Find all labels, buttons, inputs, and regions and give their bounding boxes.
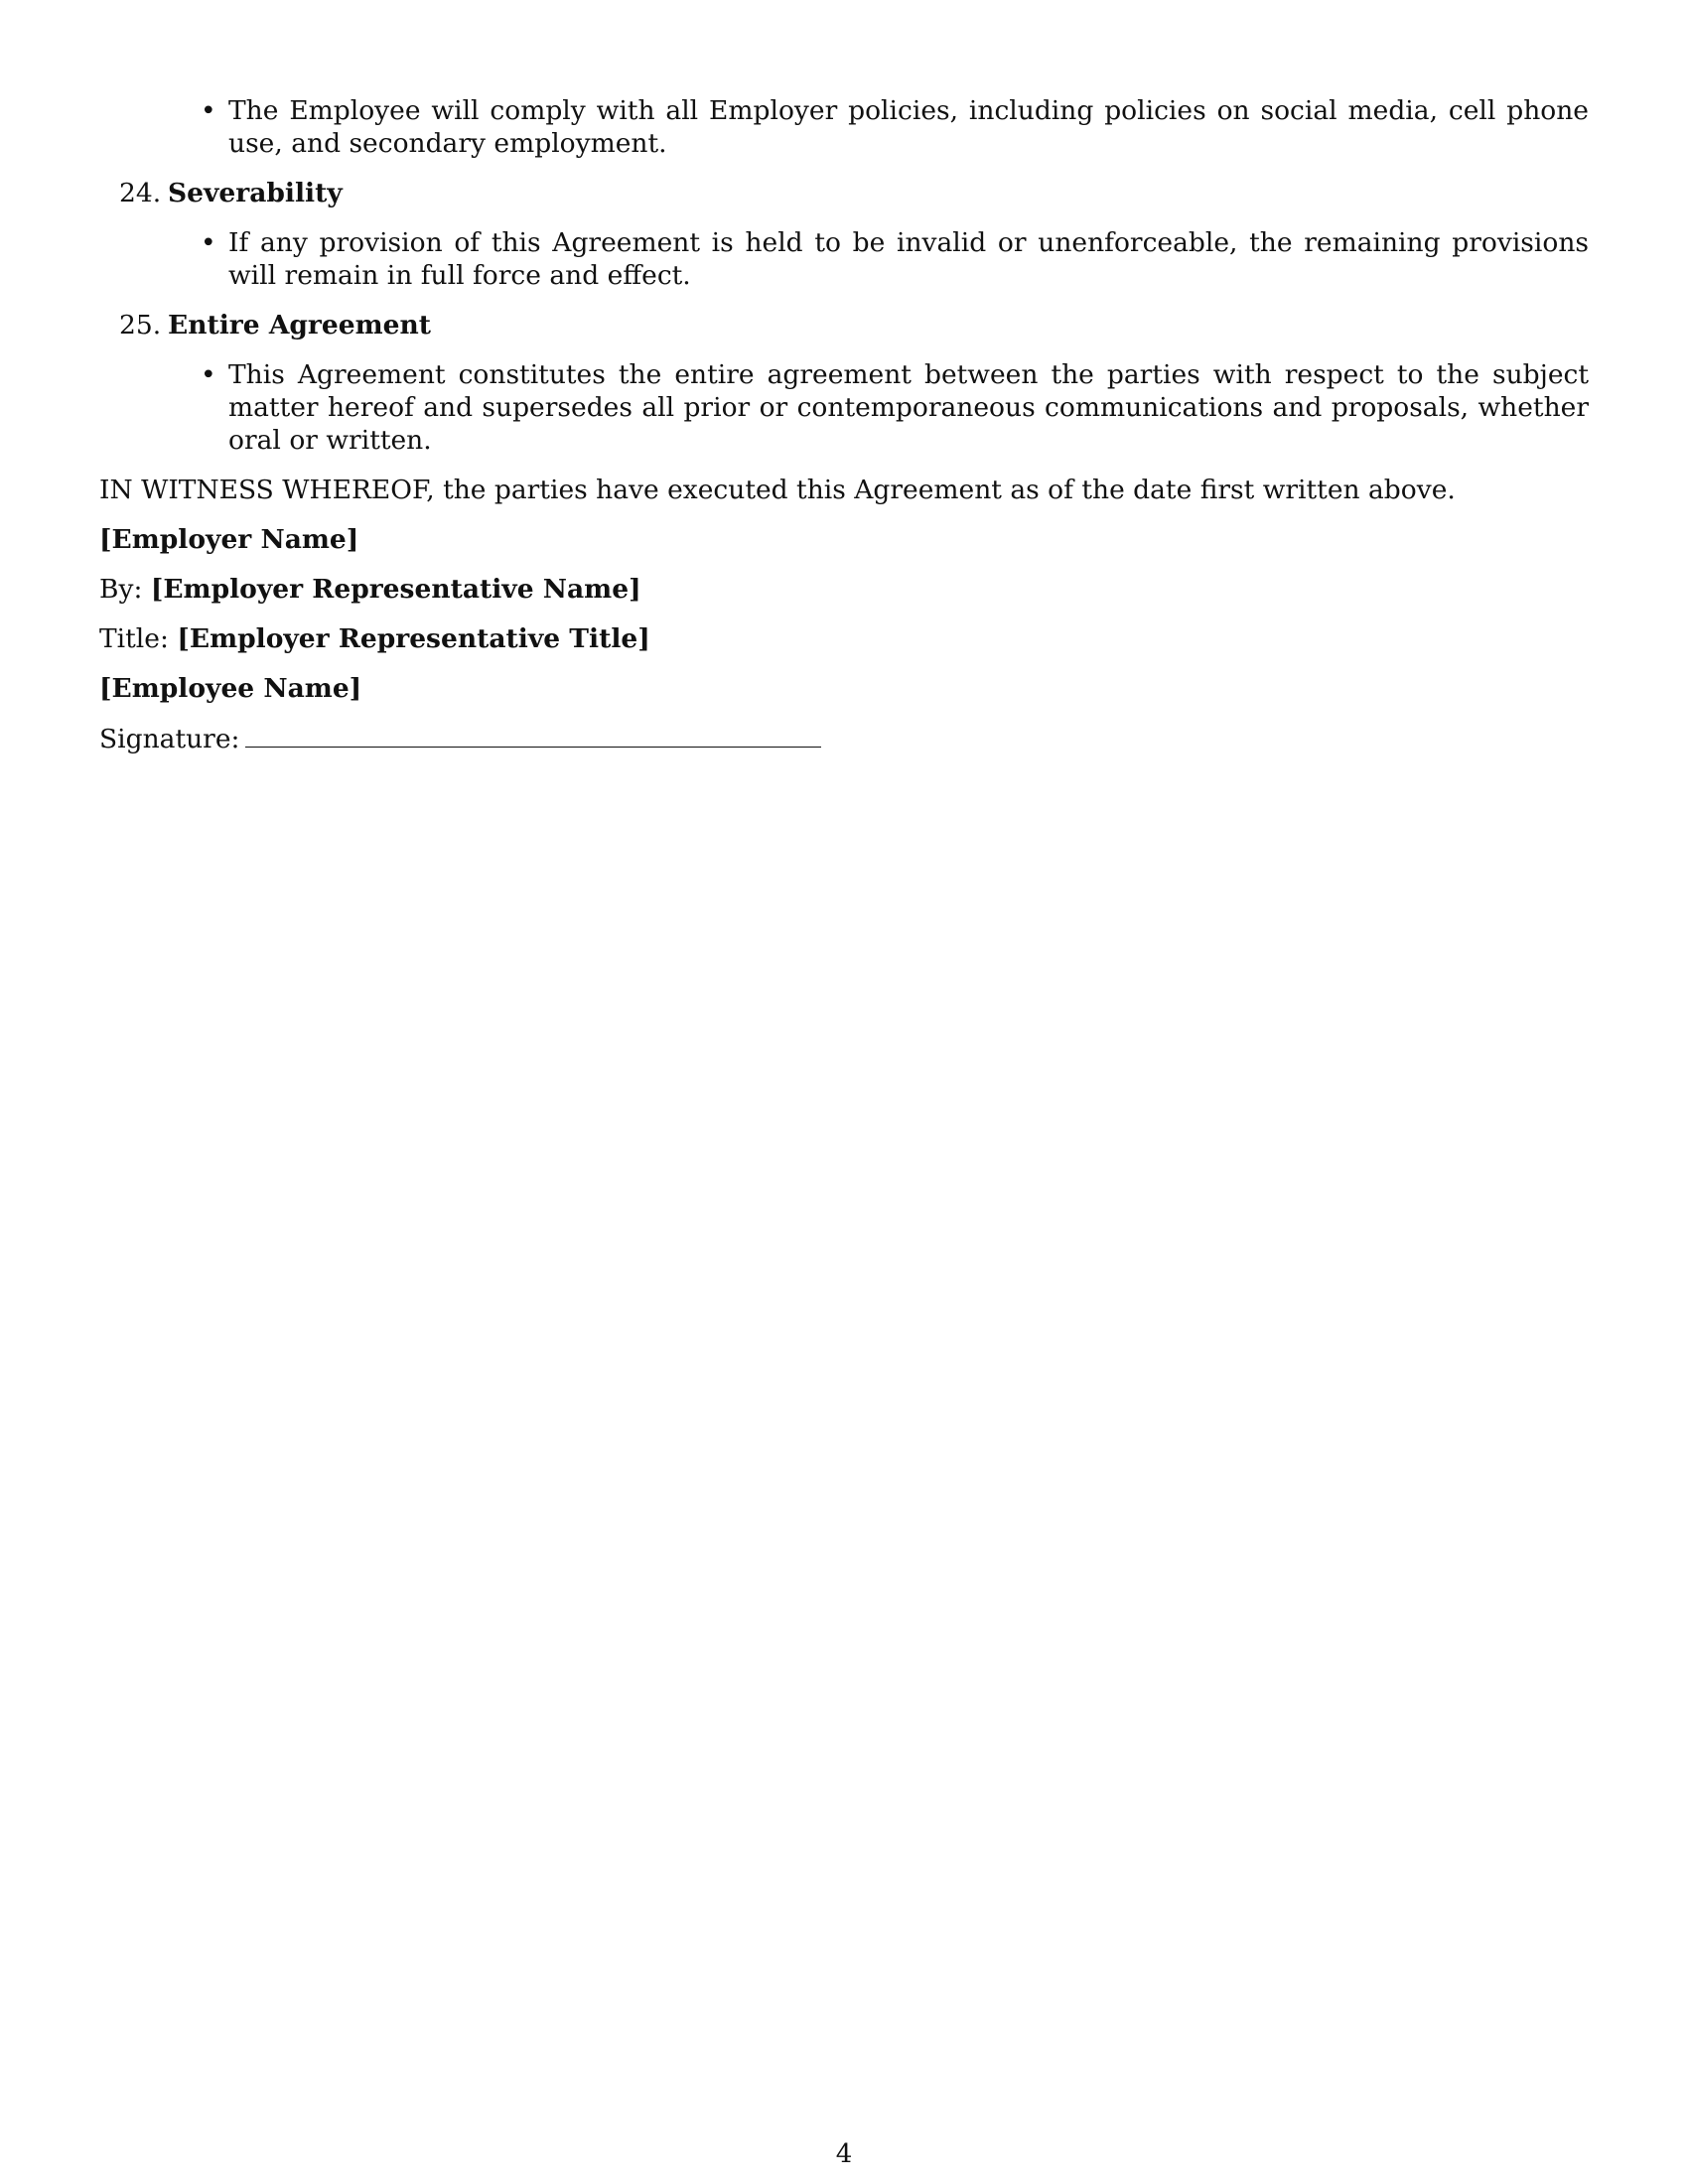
by-label: By:: [99, 574, 143, 605]
list-item: [99, 94, 1589, 160]
section-heading: [99, 309, 1589, 341]
bullet-text: If any provision of this Agreement is held to be invalid or unenforceable, the remaining provisions will remain in full force and effect.: [228, 227, 1589, 291]
title-label: Title:: [99, 623, 169, 654]
bullet-icon: •: [201, 95, 216, 126]
bullet-text: The Employee will comply with all Employer policies, including policies on social media, cell phone use, and secondary employment.: [228, 95, 1589, 159]
bullet-icon: •: [201, 227, 216, 258]
signature-label: Signature:: [99, 724, 240, 754]
employer-representative-name: [Employer Representative Name]: [150, 574, 641, 605]
document-page: [99, 94, 1589, 755]
bullet-text: This Agreement constitutes the entire agreement between the parties with respect to the subject matter hereof and supersedes all prior or contemporaneous communications and proposals, whether oral or written.: [228, 359, 1589, 456]
bullet-icon: •: [201, 359, 216, 390]
witness-clause: IN WITNESS WHEREOF, the parties have executed this Agreement as of the date first written above.: [99, 475, 1456, 505]
employee-name: [Employee Name]: [99, 673, 362, 704]
section-heading: [99, 177, 1589, 209]
list-item: [99, 358, 1589, 457]
section-title: Severability: [168, 178, 343, 208]
employer-representative-title: [Employer Representative Title]: [177, 623, 650, 654]
employer-name: [Employer Name]: [99, 524, 359, 555]
by-line: [99, 573, 1589, 606]
section-number: 24.: [119, 178, 162, 208]
section-title: Entire Agreement: [168, 310, 431, 341]
signature-blank: [245, 722, 821, 748]
page-number: 4: [835, 2139, 853, 2169]
signature-line: [99, 722, 1589, 755]
list-item: [99, 226, 1589, 292]
section-number: 25.: [119, 310, 162, 341]
title-line: [99, 622, 1589, 655]
